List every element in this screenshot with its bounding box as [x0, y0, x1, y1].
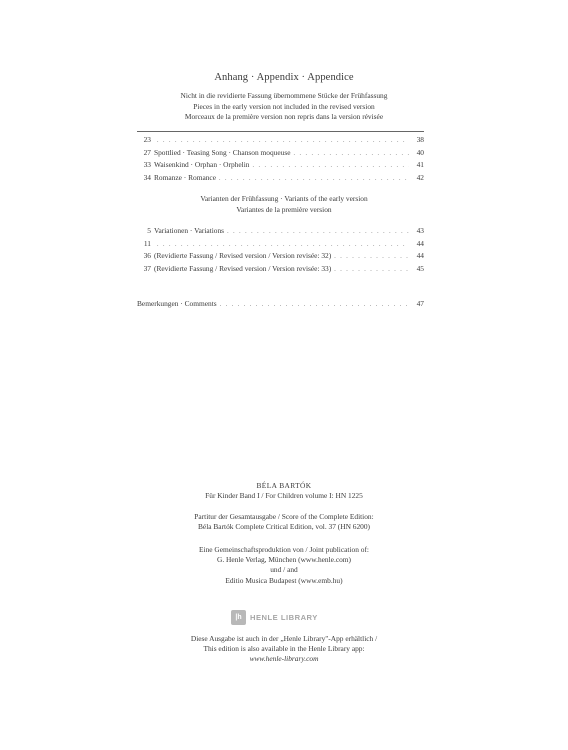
toc-leader-dots: [334, 254, 409, 260]
comments-toc: [137, 299, 424, 312]
toc-entry-page: 45: [416, 263, 424, 273]
app-availability-en: This edition is also available in the Henle Library app:: [203, 644, 365, 654]
toc-entry-page: 47: [416, 299, 424, 308]
henle-library-logo-text: HENLE LIBRARY: [250, 613, 318, 622]
section1-line-en: Pieces in the early version not included in the revised version: [193, 101, 375, 111]
section2-description: [0, 194, 568, 215]
score-line: Partitur der Gesamtausgabe / Score of the Complete Edition:: [194, 512, 374, 521]
toc-entry-title: Romanze · Romance: [154, 172, 216, 182]
toc-entry-page: 41: [416, 160, 424, 170]
toc-entry-number: 27: [143, 147, 151, 157]
toc-leader-dots: [220, 302, 409, 308]
toc-entry-title: Variationen · Variations: [154, 226, 225, 235]
toc-entry[interactable]: [137, 239, 424, 252]
toc-entry[interactable]: [137, 135, 424, 148]
toc-entry[interactable]: [137, 264, 424, 277]
section1-toc: [137, 135, 424, 185]
henle-library-logo-icon: |h: [231, 610, 246, 625]
work-title: Für Kinder Band I / For Children volume I: HN 1225: [205, 491, 363, 501]
toc-leader-dots: [227, 229, 409, 235]
section1-line-fr: Morceaux de la première version non repris dans la version révisée: [184, 112, 384, 122]
toc-entry-number: 5: [147, 226, 151, 235]
toc-entry-page: 43: [416, 226, 424, 235]
toc-leader-dots: [219, 176, 409, 182]
henle-library-logo: [231, 610, 337, 625]
toc-entry-page: 44: [416, 251, 424, 261]
toc-entry-title: Spottlied · Teasing Song · Chanson moqueuse: [154, 147, 291, 157]
section1-line-de: Nicht in die revidierte Fassung übernommene Stücke der Frühfassung: [180, 91, 388, 100]
toc-leader-dots: [157, 138, 409, 144]
toc-entry-title: Waisenkind · Orphan · Orphelin: [154, 160, 250, 170]
toc-entry[interactable]: [137, 160, 424, 173]
section2-line-de-en: Varianten der Frühfassung · Variants of the early version: [200, 194, 368, 203]
publisher-conjunction: und / and: [270, 565, 298, 575]
colophon-score: [0, 512, 568, 532]
toc-entry-number: 11: [143, 238, 151, 248]
app-availability-de: Diese Ausgabe ist auch in der „Henle Library"-App erhältlich /: [190, 634, 378, 643]
toc-entry-number: 33: [143, 160, 151, 170]
toc-leader-dots: [293, 151, 409, 157]
toc-leader-dots: [252, 163, 409, 169]
toc-entry-title: (Revidierte Fassung / Revised version / Version revisée: 33): [154, 263, 332, 273]
toc-entry[interactable]: [137, 251, 424, 264]
colophon-app: [0, 634, 568, 665]
section2-line-fr: Variantes de la première version: [236, 204, 332, 214]
appendix-heading: Anhang · Appendix · Appendice: [214, 72, 354, 83]
toc-entry[interactable]: [137, 148, 424, 161]
toc-entry-page: 38: [416, 135, 424, 144]
toc-entry-comments[interactable]: [137, 299, 424, 312]
toc-entry-page: 40: [416, 147, 424, 157]
section1-divider: [137, 131, 424, 132]
colophon-work: [0, 481, 568, 501]
publisher-emb: Editio Musica Budapest (www.emb.hu): [225, 575, 343, 585]
toc-entry-page: 44: [416, 238, 424, 248]
composer-name: BÉLA BARTÓK: [256, 481, 312, 490]
toc-entry-page: 42: [416, 172, 424, 182]
score-line: Béla Bartók Complete Critical Edition, vol. 37 (HN 6200): [197, 522, 370, 532]
toc-entry[interactable]: [137, 226, 424, 239]
toc-entry[interactable]: [137, 173, 424, 186]
publisher-henle: G. Henle Verlag, München (www.henle.com): [216, 555, 351, 565]
toc-entry-number: 34: [143, 172, 151, 182]
joint-publication-label: Eine Gemeinschaftsproduktion von / Joint publication of:: [199, 545, 369, 554]
toc-entry-number: 36: [143, 251, 151, 261]
toc-entry-number: 23: [143, 135, 151, 144]
toc-entry-number: 37: [143, 263, 151, 273]
colophon-publishers: [0, 545, 568, 586]
section1-description: [0, 91, 568, 123]
toc-leader-dots: [334, 267, 409, 273]
app-url-link[interactable]: www.henle-library.com: [249, 654, 319, 664]
toc-entry-title: Bemerkungen · Comments: [137, 299, 217, 308]
section2-toc: [137, 226, 424, 276]
toc-leader-dots: [157, 242, 409, 248]
toc-entry-title: (Revidierte Fassung / Revised version / Version revisée: 32): [154, 251, 332, 261]
